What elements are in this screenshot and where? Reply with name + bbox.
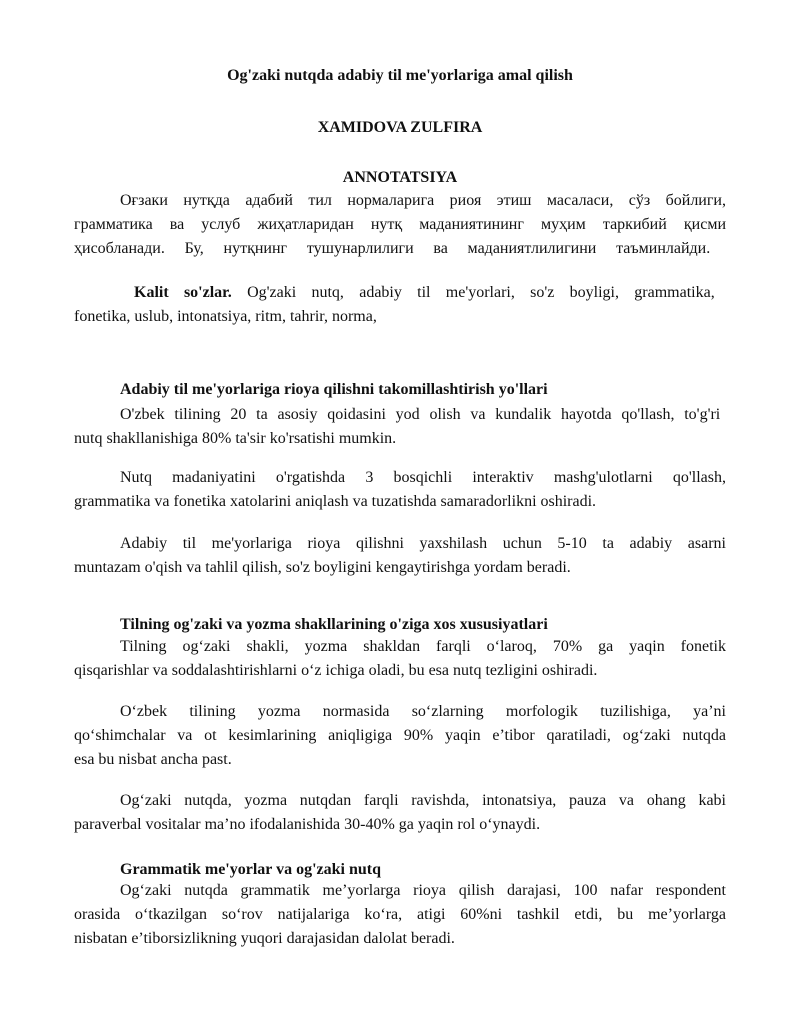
paragraph-line: muntazam o'qish va tahlil qilish, so'z boyligini kengaytirishga yordam beradi. xyxy=(74,559,571,576)
body-paragraph xyxy=(74,403,726,451)
keywords-line: fonetika, uslub, intonatsiya, ritm, tahrir, norma, xyxy=(74,308,377,325)
keywords-paragraph xyxy=(74,281,726,329)
body-paragraph xyxy=(74,879,726,951)
annotation-line: грамматика ва услуб жиҳатларидан нутқ маданиятининг муҳим таркибий қисми xyxy=(74,216,726,233)
paragraph-line: O‘zbek tilining yozma normasida so‘zlarning morfologik tuzilishiga, ya’ni xyxy=(120,703,726,720)
paragraph-line: Adabiy til me'yorlariga rioya qilishni yaxshilash uchun 5-10 ta adabiy asarni xyxy=(120,535,726,552)
paragraph-line: Og‘zaki nutqda grammatik me’yorlarga rioya qilish darajasi, 100 nafar respondent xyxy=(120,882,726,899)
document-title: Og'zaki nutqda adabiy til me'yorlariga amal qilish xyxy=(227,67,573,84)
paragraph-line: paraverbal vositalar ma’no ifodalanishida 30-40% ga yaqin rol o‘ynaydi. xyxy=(74,816,541,833)
paragraph-line: Nutq madaniyatini o'rgatishda 3 bosqichli interaktiv mashg'ulotlarni qo'llash, xyxy=(120,469,726,486)
keywords-text: Og'zaki nutq, adabiy til me'yorlari, so'z boyligi, grammatika, xyxy=(247,284,715,301)
annotation-paragraph xyxy=(74,189,726,261)
section-heading: Grammatik me'yorlar va og'zaki nutq xyxy=(120,861,382,878)
annotation-heading: ANNOTATSIYA xyxy=(342,169,458,186)
paragraph-line: Tilning og‘zaki shakli, yozma shakldan farqli o‘laroq, 70% ga yaqin fonetik xyxy=(120,638,726,655)
annotation-line: Оғзаки нутқда адабий тил нормаларига риоя этиш масаласи, сўз бойлиги, xyxy=(120,192,726,209)
body-paragraph xyxy=(74,700,726,772)
keywords-label: Kalit so'zlar. xyxy=(134,284,232,301)
body-paragraph xyxy=(74,635,726,683)
annotation-line: ҳисобланади. Бу, нутқнинг тушунарлилиги ва маданиятлилигини таъминлайди. xyxy=(74,240,711,257)
author-name: XAMIDOVA ZULFIRA xyxy=(317,119,483,136)
paragraph-line: nutq shakllanishiga 80% ta'sir ko'rsatishi mumkin. xyxy=(74,430,397,447)
paragraph-line: O'zbek tilining 20 ta asosiy qoidasini yod olish va kundalik hayotda qo'llash, to'g'ri xyxy=(120,406,721,423)
body-paragraph xyxy=(74,532,726,580)
paragraph-line: qo‘shimchalar va ot kesimlarining aniqligiga 90% yaqin e’tibor qaratiladi, og‘zaki nutqda xyxy=(74,727,726,744)
section-heading: Adabiy til me'yorlariga rioya qilishni takomillashtirish yo'llari xyxy=(120,381,548,398)
paragraph-line: qisqarishlar va soddalashtirishlarni o‘z ichiga oladi, bu esa nutq tezligini oshiradi. xyxy=(74,662,598,679)
paragraph-line: orasida o‘tkazilgan so‘rov natijalariga ko‘ra, atigi 60%ni tashkil etdi, bu me’yorlarga xyxy=(74,906,726,923)
section-heading: Tilning og'zaki va yozma shakllarining o'ziga xos xususiyatlari xyxy=(120,616,548,633)
keywords-line xyxy=(74,281,726,305)
body-paragraph xyxy=(74,466,726,514)
body-paragraph xyxy=(74,789,726,837)
paragraph-line: grammatika va fonetika xatolarini aniqlash va tuzatishda samaradorlikni oshiradi. xyxy=(74,493,597,510)
paragraph-line: Og‘zaki nutqda, yozma nutqdan farqli ravishda, intonatsiya, pauza va ohang kabi xyxy=(120,792,726,809)
paragraph-line: esa bu nisbat ancha past. xyxy=(74,751,232,768)
paragraph-line: nisbatan e’tiborsizlikning yuqori darajasidan dalolat beradi. xyxy=(74,930,455,947)
